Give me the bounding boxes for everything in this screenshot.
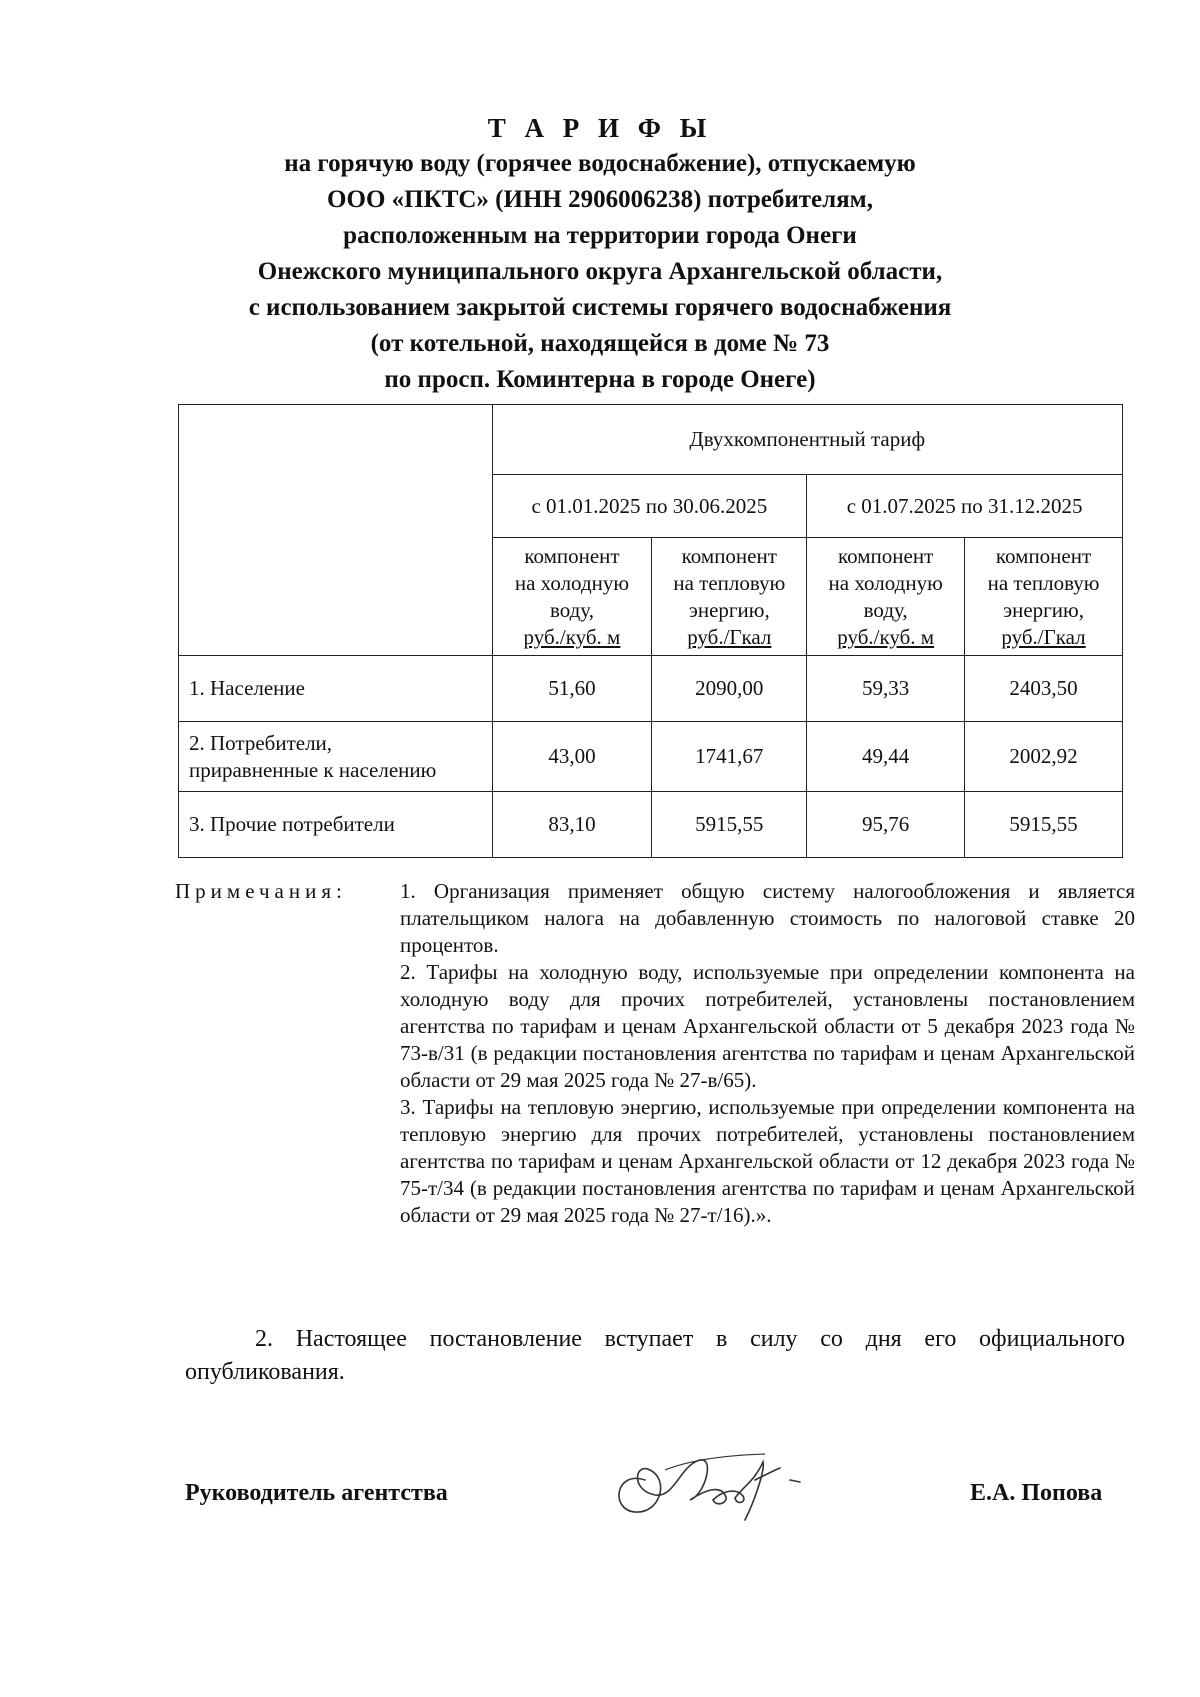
title-heading: Т А Р И Ф Ы: [487, 113, 713, 143]
title-line: на горячую воду (горячее водоснабжение), отпускаемую: [284, 150, 916, 177]
value-cell: 51,60: [492, 656, 652, 722]
header-cold-component: компонент на холодную воду, руб./куб. м: [492, 538, 652, 656]
value-cell: 59,33: [807, 656, 965, 722]
title-line: по просп. Коминтерна в городе Онеге): [384, 366, 816, 393]
value-cell: 2002,92: [965, 722, 1123, 792]
value-cell: 2403,50: [965, 656, 1123, 722]
value-cell: 43,00: [492, 722, 652, 792]
row-label: 3. Прочие потребители: [179, 792, 493, 858]
note-item: 1. Организация применяет общую систему налогообложения и является плательщиком налога на добавленную стоимость по налоговой ставке 20 процентов.: [400, 879, 1135, 957]
row-label: 2. Потребители, приравненные к населению: [179, 722, 493, 792]
tariff-table: [178, 404, 1123, 858]
header-tariff-type: Двухкомпонентный тариф: [492, 405, 1122, 475]
header-heat-component: компонент на тепловую энергию, руб./Гкал: [652, 538, 807, 656]
note-item: 3. Тарифы на тепловую энергию, используемые при определении компонента на тепловую энергию для прочих потребителей, установлены постановлением агентства по тарифам и ценам Архангельской области от 12 декабря 2023 года № 75-т/34 (в редакции постановления агентства по тарифам и ценам Архангельской области от 29 мая 2025 года № 27-т/16).».: [400, 1095, 1135, 1227]
table-row: [179, 722, 1123, 792]
effective-date-paragraph: 2. Настоящее постановление вступает в силу со дня его официального опубликования.: [185, 1326, 1125, 1385]
table-corner-cell: [179, 405, 493, 656]
notes-list: [400, 878, 1135, 1229]
notes-label: Примечания:: [175, 879, 347, 903]
row-label: 1. Население: [179, 656, 493, 722]
value-cell: 1741,67: [652, 722, 807, 792]
document-title: [0, 110, 1200, 398]
note-item: 2. Тарифы на холодную воду, используемые при определении компонента на холодную воду для прочих потребителей, установлены постановлением агентства по тарифам и ценам Архангельской области от 5 декабря 2023 года № 73-в/31 (в редакции постановления агентства по тарифам и ценам Архангельской области от 29 мая 2025 года № 27-в/65).: [400, 960, 1135, 1092]
value-cell: 2090,00: [652, 656, 807, 722]
title-line: с использованием закрытой системы горячего водоснабжения: [248, 294, 952, 321]
handwritten-signature: [605, 1440, 815, 1530]
signatory-name: Е.А. Попова: [970, 1480, 1103, 1506]
title-line: ООО «ПКТС» (ИНН 2906006238) потребителям,: [327, 186, 873, 213]
header-cold-component: компонент на холодную воду, руб./куб. м: [807, 538, 965, 656]
header-period-2: с 01.07.2025 по 31.12.2025: [807, 475, 1123, 538]
value-cell: 95,76: [807, 792, 965, 858]
title-line: Онежского муниципального округа Архангельской области,: [257, 258, 943, 285]
value-cell: 5915,55: [965, 792, 1123, 858]
header-heat-component: компонент на тепловую энергию, руб./Гкал: [965, 538, 1123, 656]
signatory-position: Руководитель агентства: [185, 1480, 448, 1506]
value-cell: 83,10: [492, 792, 652, 858]
value-cell: 5915,55: [652, 792, 807, 858]
table-row: [179, 792, 1123, 858]
table-row: [179, 656, 1123, 722]
title-line: расположенным на территории города Онеги: [343, 222, 857, 249]
value-cell: 49,44: [807, 722, 965, 792]
header-period-1: с 01.01.2025 по 30.06.2025: [492, 475, 807, 538]
title-line: (от котельной, находящейся в доме № 73: [370, 330, 830, 357]
